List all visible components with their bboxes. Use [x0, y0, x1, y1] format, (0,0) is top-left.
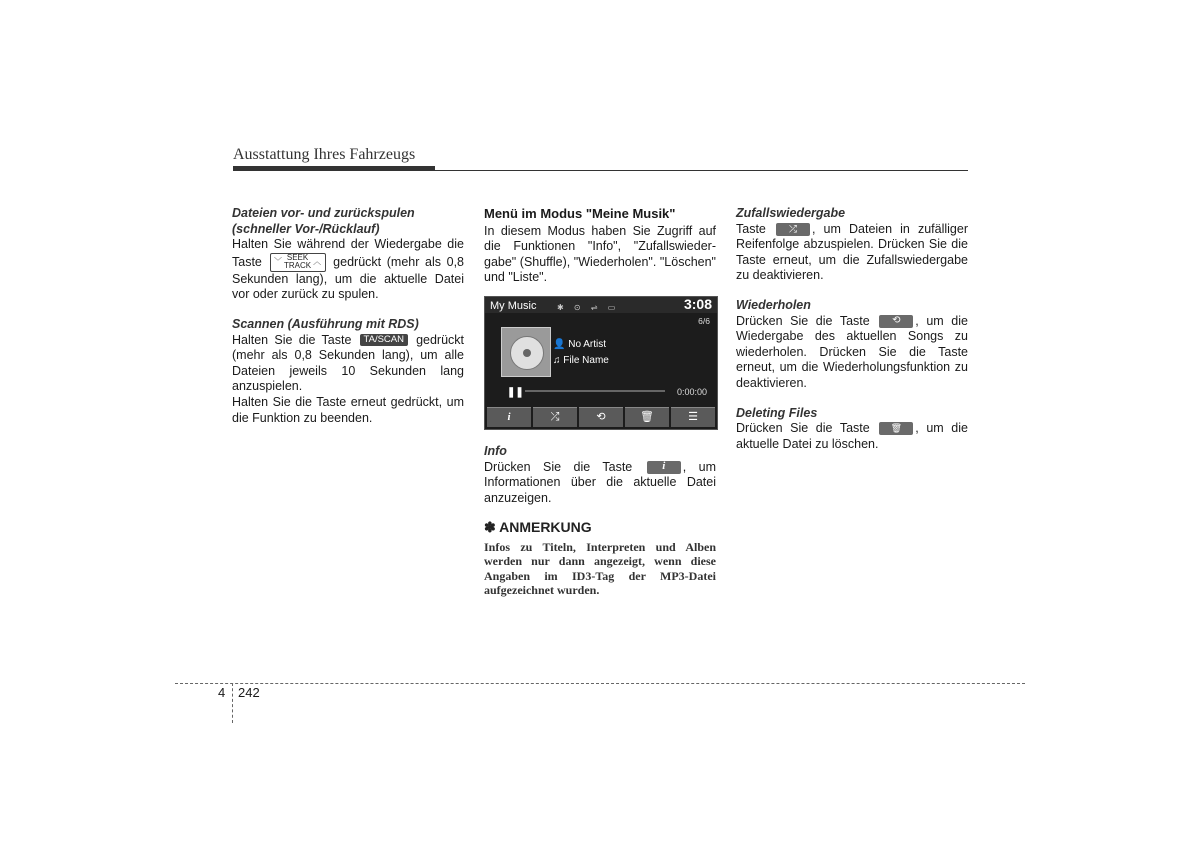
shuffle-button[interactable]	[533, 407, 577, 427]
text-segment: Halten Sie die Taste	[232, 332, 352, 347]
header-rule	[233, 170, 968, 171]
play-time: 0:00:00	[676, 386, 707, 397]
trash-key-glyph: 🗑	[890, 423, 903, 434]
person-icon: 👤	[553, 338, 566, 350]
info-icon: i	[507, 410, 511, 423]
album-art-icon	[501, 327, 551, 377]
paragraph-repeat	[736, 314, 968, 392]
text-segment: gedrückt (mehr als 0,8 Sekunden lang), um die aktuelle Datei vor oder zurück zu spulen.	[232, 254, 464, 302]
delete-button[interactable]	[625, 407, 669, 427]
list-icon: ☰	[688, 410, 698, 423]
ta-scan-key: TA/SCAN	[360, 334, 408, 346]
shuffle-icon: ⤮	[550, 410, 560, 423]
seek-key-label: SEEK	[286, 253, 309, 263]
section-heading-info: Info	[484, 443, 507, 458]
my-music-screen	[484, 296, 718, 430]
repeat-key-glyph: ⟲	[892, 315, 901, 327]
info-key-glyph: i	[662, 460, 666, 473]
music-note-icon: ♫	[553, 354, 561, 366]
section-heading-delete: Deleting Files	[736, 405, 818, 420]
track-count: 6/6	[698, 315, 710, 326]
footer-divider	[232, 683, 233, 723]
text-segment: Drücken Sie die Taste	[736, 313, 870, 328]
screen-clock: 3:08	[683, 295, 712, 312]
progress-bar	[525, 390, 665, 392]
paragraph-shuffle	[736, 222, 968, 284]
list-button[interactable]	[671, 407, 715, 427]
repeat-key-icon	[879, 315, 913, 328]
screen-title: My Music	[490, 299, 537, 312]
artist-name: No Artist	[568, 338, 607, 350]
file-name: File Name	[563, 354, 609, 366]
text-segment: , um die Wiedergabe des aktuellen Songs zu wiederholen. Drücken Sie die Taste erneut, um die Wiederholungsfunktion zu deaktivieren.	[736, 313, 968, 390]
paragraph-delete	[736, 421, 968, 452]
chevron-down-icon: ﹀	[273, 257, 282, 267]
file-line	[553, 353, 609, 369]
page-number: 242	[238, 685, 260, 700]
paragraph-scan-end: Halten Sie die Taste erneut gedrückt, um die Funktion zu beenden.	[232, 394, 464, 425]
status-icons: ✱ ⊙ ⇌ ▭	[557, 302, 620, 312]
text-segment: Taste	[736, 221, 766, 236]
shuffle-key-glyph: ⤮	[788, 223, 797, 235]
section-heading-shuffle: Zufallswiedergabe	[736, 206, 846, 220]
trash-icon: 🗑	[640, 410, 654, 423]
text-segment: , um Informationen über die aktuelle Datei anzuzeigen.	[484, 459, 716, 505]
repeat-button[interactable]	[579, 407, 623, 427]
text-segment: , um die aktuelle Datei zu löschen.	[736, 421, 968, 451]
section-heading-repeat: Wiederholen	[736, 297, 811, 312]
section-heading-scan: Scannen (Ausführung mit RDS)	[232, 316, 419, 331]
trash-key-icon	[879, 422, 913, 435]
pause-icon: ❚❚	[507, 386, 524, 398]
info-button[interactable]	[487, 407, 531, 427]
footer-rule	[175, 683, 1025, 684]
note-title: ✽ ANMERKUNG	[484, 519, 592, 536]
text-segment: , um Dateien in zufälliger Reifenfolge abzuspielen. Drücken Sie die Taste erneut, um die Zufallswiedergabe zu deaktivieren.	[736, 221, 968, 283]
page-header-title: Ausstattung Ihres Fahrzeugs	[233, 146, 416, 163]
paragraph-seek	[232, 237, 464, 303]
seek-track-key	[270, 253, 326, 272]
text-segment: Drücken Sie die Taste	[736, 421, 870, 436]
text-segment: Halten Sie während der Wiedergabe die Taste	[232, 237, 464, 269]
text-segment: gedrückt (mehr als 0,8 Sekunden lang), um alle Dateien jeweils 10 Sekunden lang anzuspielen.	[232, 332, 465, 394]
chevron-up-icon: ︿	[313, 257, 322, 267]
artist-line	[553, 337, 606, 353]
note-text: Infos zu Titeln, Interpreten und Alben werden nur dann angezeigt, wenn diese Angaben im ID3-Tag der MP3-Datei aufgezeichnet wurden.	[484, 539, 716, 598]
track-key-label: TRACK	[283, 261, 312, 271]
column-1	[232, 206, 464, 426]
paragraph-info	[484, 460, 716, 507]
menu-description: In diesem Modus haben Sie Zugriff auf die Funktionen "Info", "Zufallswieder-gabe" (Shuffle), "Wiederholen". "Löschen" und "Liste".	[484, 223, 716, 285]
column-2	[484, 206, 716, 598]
text-segment: Drücken Sie die Taste	[484, 459, 633, 474]
menu-title: Menü im Modus "Meine Musik"	[484, 206, 676, 221]
disc-icon	[510, 336, 544, 370]
shuffle-key-icon	[776, 223, 810, 236]
paragraph-scan	[232, 333, 464, 395]
info-key-icon	[647, 461, 681, 474]
section-heading-seek: Dateien vor- und zurückspulen (schneller Vor-/Rücklauf)	[232, 206, 415, 236]
column-3	[736, 206, 968, 452]
chapter-number: 4	[218, 685, 226, 700]
repeat-icon: ⟲	[596, 410, 606, 423]
screen-button-bar	[487, 407, 715, 427]
